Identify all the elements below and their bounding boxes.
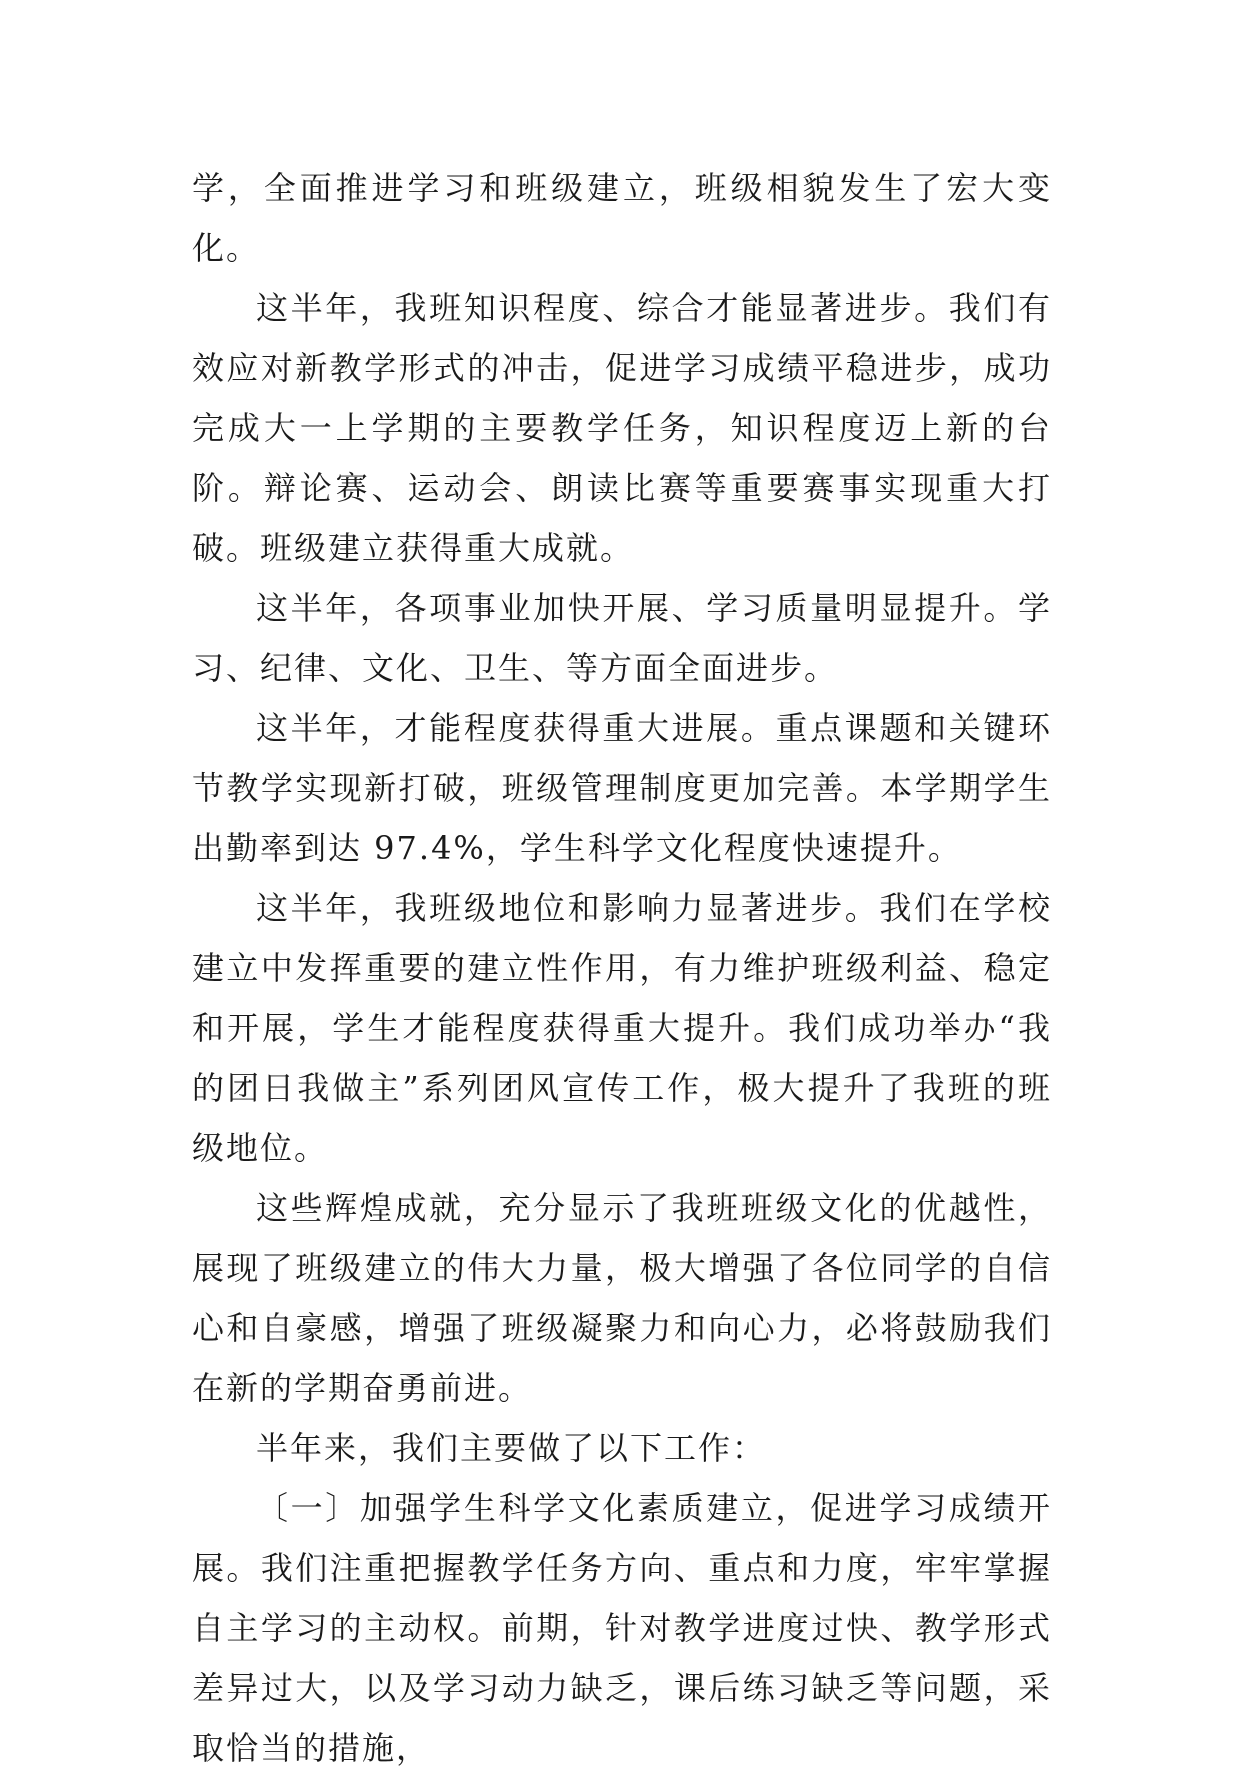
paragraph-ability-progress: 这半年，才能程度获得重大进展。重点课题和关键环节教学实现新打破，班级管理制度更加完善。本学期学生出勤率到达 97.4%，学生科学文化程度快速提升。 [192,709,1052,867]
paragraph-knowledge-progress: 这半年，我班知识程度、综合才能显著进步。我们有效应对新教学形式的冲击，促进学习成绩平稳进步，成功完成大一上学期的主要教学任务，知识程度迈上新的台阶。辩论赛、运动会、朗读比赛等重要赛事实现重大打破。班级建立获得重大成就。 [192,289,1052,567]
document-body [192,158,1052,1778]
paragraph-achievements: 这些辉煌成就，充分显示了我班班级文化的优越性，展现了班级建立的伟大力量，极大增强了各位同学的自信心和自豪感，增强了班级凝聚力和向心力，必将鼓励我们在新的学期奋勇前进。 [192,1189,1052,1407]
paragraph-continuation: 学，全面推进学习和班级建立，班级相貌发生了宏大变化。 [192,169,1052,267]
paragraph-quality-improvement: 这半年，各项事业加快开展、学习质量明显提升。学习、纪律、文化、卫生、等方面全面进步。 [192,589,1052,687]
paragraph-class-status: 这半年，我班级地位和影响力显著进步。我们在学校建立中发挥重要的建立性作用，有力维护班级利益、稳定和开展，学生才能程度获得重大提升。我们成功举办“我的团日我做主”系列团风宣传工作，极大提升了我班的班级地位。 [192,889,1052,1167]
paragraph-item-one: 〔一〕加强学生科学文化素质建立，促进学习成绩开展。我们注重把握教学任务方向、重点和力度，牢牢掌握自主学习的主动权。前期，针对教学进度过快、教学形式差异过大，以及学习动力缺乏，课后练习缺乏等问题，采取恰当的措施， [192,1489,1052,1767]
paragraph-work-intro: 半年来，我们主要做了以下工作： [256,1429,767,1467]
